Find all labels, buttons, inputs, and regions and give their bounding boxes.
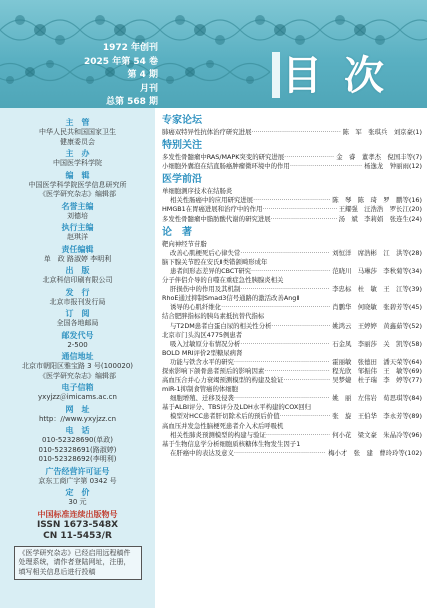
article-title: 模型对HCC患者肝切除术后的预后价值 <box>170 412 280 421</box>
toc-entry <box>162 153 422 162</box>
sidebar-value: http：//www.yxyjzz.cn <box>38 414 117 423</box>
toc-entry <box>162 385 422 394</box>
sidebar-label: 名誉主编 <box>61 201 94 211</box>
article-title: 相关性肺炎预测模型的构建与验证 <box>170 430 266 439</box>
leader-dots <box>253 196 330 205</box>
article-authors-page: 王耀强 汪浩浩 罗长江(20) <box>338 205 422 214</box>
article-title: 诱导的心肌纤维化 <box>170 303 222 312</box>
toc-entry <box>162 422 422 431</box>
sidebar-label: 电 话 <box>65 426 90 435</box>
article-title: 基于生物信息学分析细胞质核糖体生物发生因子1 <box>162 439 301 448</box>
sidebar-label: 电子信箱 <box>61 383 94 392</box>
article-authors-page: 霍丽敏 张德田 潘天荣等(64) <box>332 357 422 366</box>
volume-issue: 2025 年第 54 卷第 4 期 <box>84 56 158 80</box>
leader-dots <box>234 449 326 458</box>
toc-entry <box>162 240 422 249</box>
article-title: 脑下腺关节腔在安氏Ⅱ类错颌畸形成年 <box>162 257 268 266</box>
sidebar-label: 通信地址 <box>61 352 94 361</box>
article-title: 肝损伤中的作用及其机制 <box>170 285 241 294</box>
sidebar-value: 刘德培 <box>67 211 88 220</box>
section-heading: 特别关注 <box>162 140 202 152</box>
page-title: 目次 <box>282 53 406 99</box>
toc-entry <box>162 205 422 214</box>
leader-dots <box>283 376 330 385</box>
sidebar-value: 健康委员会 <box>60 137 95 146</box>
sidebar-label: 订 阅 <box>65 309 90 318</box>
article-authors-page: 吴梦婕 杜子瑞 李 婷等(77) <box>332 376 422 385</box>
leader-dots <box>280 412 331 421</box>
article-title: 功能与铁含水平的研究 <box>170 357 234 366</box>
article-title: miR-1抑制食管癌的体细胞 <box>162 385 239 394</box>
leader-dots <box>240 285 330 294</box>
article-authors-page: 金 睿 董孝杰 倪国丰等(7) <box>336 153 422 162</box>
toc-entry <box>162 349 422 358</box>
leader-dots <box>290 162 362 171</box>
article-title: 分子伴侣介导的自噬在重症急性胰腺炎相关 <box>162 276 284 285</box>
article-authors-page: 汤 斌 李莉娟 张连生(24) <box>338 214 422 223</box>
leader-dots <box>251 267 330 276</box>
article-authors-page: 陈 军 张琪兵 刘京豪(1) <box>342 128 422 136</box>
sidebar-label: 定 价 <box>65 488 90 497</box>
leader-dots <box>251 128 340 137</box>
sidebar-value: 2-500 <box>67 340 88 349</box>
sidebar-value: 京东工商广字第 0342 号 <box>38 476 117 485</box>
article-title: 患者间形态差异的CBCT研究 <box>170 266 252 275</box>
article-authors-page: 何小花 梁文豪 朱晶冷等(96) <box>332 430 422 439</box>
article-title: 探索影响下颌骨患者预后的影响因素 <box>162 366 265 375</box>
article-authors-page: 肖鹏华 何晓敏 张碧芳等(45) <box>332 303 422 312</box>
toc-entry <box>162 340 422 349</box>
sidebar-value: 010-52328691(路淑婷) <box>38 445 117 454</box>
leader-dots <box>266 431 330 440</box>
article-title: RhoE通过抑制Smad3信号通路的激活改善AngⅡ <box>162 294 300 303</box>
toc-entry <box>162 312 422 321</box>
article-authors-page: 程光欣 邹振伟 王 敏等(69) <box>332 366 422 375</box>
leader-dots <box>234 394 330 403</box>
sidebar-label: 主 办 <box>65 149 90 158</box>
article-title: 吸入过敏原分布情况分析 <box>170 339 241 348</box>
toc-entry <box>162 128 422 137</box>
sidebar-label: 广告经营许可证号 <box>45 466 110 476</box>
toc-entry <box>162 322 422 331</box>
sidebar-value: 30 元 <box>68 498 87 506</box>
article-title: BOLD MRI评价2型糖尿病肾 <box>162 348 243 357</box>
toc-entry <box>162 440 422 449</box>
article-title: 肺癌双特异性抗体治疗研究进展 <box>162 128 252 136</box>
toc-entry <box>162 376 422 385</box>
article-authors-page: 陈 琴 陈 琦 罗 鹏等(16) <box>332 196 422 205</box>
leader-dots <box>271 215 337 224</box>
masthead-sidebar <box>0 108 155 608</box>
sidebar-value: 北京市报刊发行局 <box>49 297 106 306</box>
serial-number-label: 中国标准连续出版物号 <box>37 509 118 519</box>
sidebar-label: 出 版 <box>65 266 90 275</box>
leader-dots <box>234 358 330 367</box>
article-title: 北京市门头沟区4775例患者 <box>162 330 243 339</box>
cn-number: CN 11-5453/R <box>43 530 112 541</box>
sidebar-label: 发 行 <box>65 287 90 297</box>
section-heading: 专家论坛 <box>162 115 202 126</box>
section-heading: 医学前沿 <box>162 174 202 186</box>
toc-entry <box>162 331 422 340</box>
toc-entry <box>162 215 422 224</box>
sidebar-value: 010-52328690(单政) <box>42 436 113 444</box>
article-authors-page: 李忠标 杜 敏 王 江等(39) <box>332 285 422 294</box>
toc-entry <box>162 367 422 376</box>
sidebar-value: 中国医学科学院医学信息研究所 <box>28 180 127 189</box>
toc-entry <box>162 431 422 440</box>
founded-year: 1972 年创刊 <box>102 43 158 53</box>
toc-entry <box>162 449 422 458</box>
submission-notice: 《医学研究杂志》已经启用远程稿件处理系统，请作者登陆网址，注册，填写相关信息后进行投稿 <box>14 546 142 581</box>
article-title: 结合肥胖指标的胰岛素抵抗替代指标 <box>162 312 265 321</box>
sidebar-value: 《医学研究杂志》编辑部 <box>39 190 116 198</box>
sidebar-label: 邮发代号 <box>61 330 94 340</box>
total-issue: 总第 568 期 <box>105 97 158 107</box>
sidebar-label: 责任编辑 <box>61 244 94 254</box>
title-accent-bar <box>272 52 280 98</box>
article-title: 靶向神经节苷脂 <box>162 239 207 248</box>
sidebar-value: 《医学研究杂志》编辑部 <box>39 371 116 380</box>
article-title: 改善心肌梗死后心律失常 <box>170 248 241 257</box>
sidebar-value: 全国各地邮局 <box>56 319 99 327</box>
leader-dots <box>271 322 330 331</box>
sidebar-value: 北京科信印刷有限公司 <box>42 276 113 284</box>
article-title: 高血压并发急性脑梗死患者介入术后呼吸机 <box>162 421 284 430</box>
toc-entry <box>162 258 422 267</box>
toc-entry <box>162 294 422 303</box>
article-authors-page: 梅小才 张 建 曹玲玲等(102) <box>328 448 422 457</box>
sidebar-label: 主 管 <box>65 118 90 127</box>
leader-dots <box>264 367 330 376</box>
article-title: 多发性骨髓瘤中脂肪酸代谢的研究进展 <box>162 214 271 223</box>
toc-entry <box>162 267 422 276</box>
issn: ISSN 1673-548X <box>36 519 119 530</box>
toc-entry <box>162 249 422 258</box>
article-authors-page: 张 旋 王伯华 李永芳等(89) <box>332 412 422 421</box>
sidebar-label: 网 址 <box>65 404 90 414</box>
article-authors-page: 刘恒洋 席浩彬 江 洪等(28) <box>332 248 422 257</box>
sidebar-value: 赵琪洋 <box>67 233 88 241</box>
article-title: HMGB1在胃癌进展和治疗中的作用 <box>162 205 263 214</box>
toc-entry <box>162 394 422 403</box>
sidebar-label: 编 辑 <box>65 170 90 180</box>
sidebar-label: 执行主编 <box>61 223 94 232</box>
article-authors-page: 姚鸿云 王婷婷 黄鑫茹等(52) <box>332 321 422 330</box>
article-authors-page: 范晓川 马琳莎 李秋菊等(34) <box>332 266 422 275</box>
article-title: 相关性肠癌中的应用研究进展 <box>170 196 254 205</box>
article-title: 高血压合并心力衰竭预测模型的构建及验证 <box>162 376 284 385</box>
toc-entry <box>162 412 422 421</box>
toc-entry <box>162 276 422 285</box>
leader-dots <box>240 249 330 258</box>
article-title: 与T2DM患者白蛋白尿的相关性分析 <box>170 321 272 330</box>
sidebar-value: 单 政 路淑婷 李明利 <box>43 254 112 263</box>
article-authors-page: 杨逸龙 钟丽雨(12) <box>364 162 422 171</box>
article-title: 在肝癌中的表达及意义 <box>170 448 234 457</box>
sidebar-value: yxyjzz＠imicams.ac.cn <box>38 393 117 401</box>
article-title: 小细胞外囊泡在结直肠癌肿瘤微环境中的作用 <box>162 162 290 171</box>
section-heading: 论 著 <box>162 226 192 238</box>
sidebar-value: 中国医学科学院 <box>53 159 102 167</box>
toc-entry <box>162 358 422 367</box>
toc-entry <box>162 187 422 196</box>
table-of-contents <box>162 112 422 458</box>
article-title: 基于ALBI评分、TBS评分及LDH水平构建的COX回归 <box>162 403 312 412</box>
publication-info <box>80 42 158 108</box>
sidebar-content <box>10 116 145 580</box>
article-title: 细胞增殖、迁移及侵袭 <box>170 394 234 403</box>
leader-dots <box>262 205 336 214</box>
sidebar-value: 北京市朝阳区雅宝路 3 号(100020) <box>21 362 134 370</box>
article-authors-page: 石金凤 李丽莎 关 凯等(58) <box>332 339 422 348</box>
frequency: 月刊 <box>139 83 158 94</box>
article-title: 单细胞测序技术在结肠炎 <box>162 187 233 196</box>
article-title: 多发性骨髓瘤中RAS/MAPK突变的研究进展 <box>162 153 285 162</box>
toc-entry <box>162 162 422 171</box>
sidebar-value: 010-52328692(李明利) <box>38 455 117 463</box>
sidebar-value: 中华人民共和国国家卫生 <box>39 128 116 136</box>
leader-dots <box>284 153 334 162</box>
leader-dots <box>240 340 330 349</box>
article-authors-page: 姚 丽 左伟岩 荀思琪等(84) <box>332 394 422 403</box>
toc-entry <box>162 285 422 294</box>
